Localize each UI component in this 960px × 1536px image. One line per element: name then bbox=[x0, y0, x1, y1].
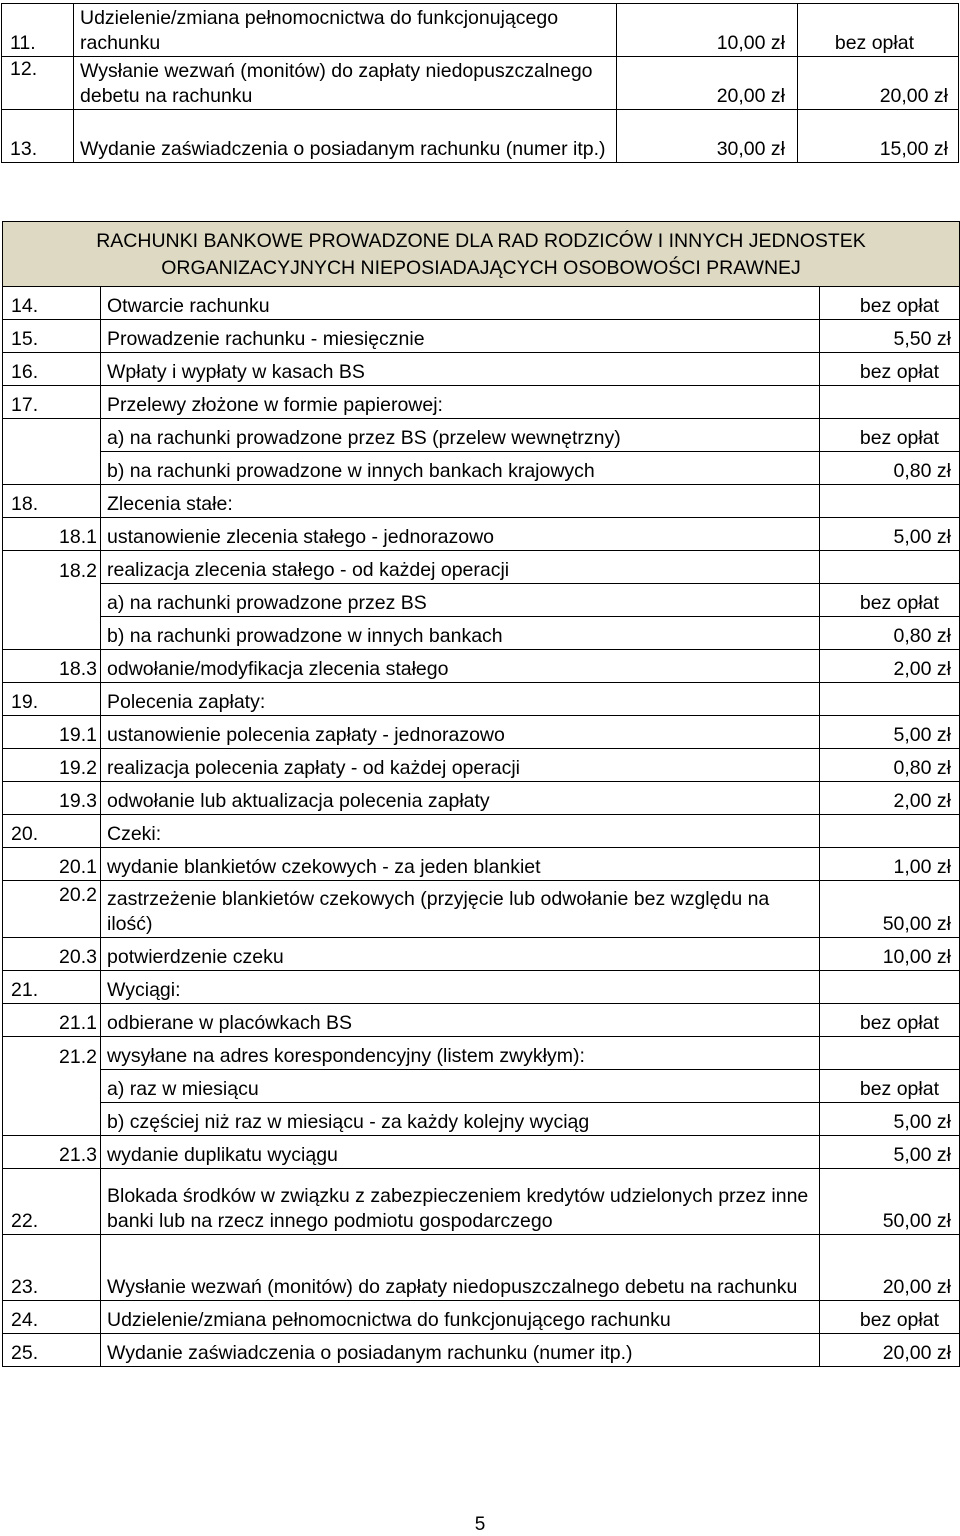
row-description: Wyciągi: bbox=[101, 971, 820, 1004]
fee-amount-empty bbox=[820, 386, 960, 419]
row-description: ustanowienie zlecenia stałego - jednorazowo bbox=[101, 518, 820, 551]
table-row bbox=[3, 881, 960, 938]
row-description: a) na rachunki prowadzone przez BS (przelew wewnętrzny) bbox=[101, 419, 820, 452]
table-row bbox=[3, 1004, 960, 1037]
table-row bbox=[3, 1037, 960, 1070]
row-description: wydanie duplikatu wyciągu bbox=[101, 1136, 820, 1169]
table-row bbox=[3, 1070, 960, 1103]
fee-amount: 0,80 zł bbox=[820, 617, 960, 650]
table-row bbox=[3, 1103, 960, 1136]
row-number: 25. bbox=[3, 1334, 101, 1367]
row-number: 18.2 bbox=[3, 551, 101, 584]
fee-amount: 5,00 zł bbox=[820, 518, 960, 551]
section-header: RACHUNKI BANKOWE PROWADZONE DLA RAD RODZICÓW I INNYCH JEDNOSTEK ORGANIZACYJNYCH NIEPOSIADAJĄCYCH OSOBOWOŚCI PRAWNEJ bbox=[3, 222, 960, 287]
fee-amount: 5,50 zł bbox=[820, 320, 960, 353]
fee-amount: 1,00 zł bbox=[820, 848, 960, 881]
fee-amount: bez opłat bbox=[820, 1004, 960, 1037]
row-number: 20.2 bbox=[3, 881, 101, 938]
table-row bbox=[3, 971, 960, 1004]
fee-amount: bez opłat bbox=[820, 353, 960, 386]
row-number: 13. bbox=[2, 110, 74, 163]
table-row bbox=[3, 1235, 960, 1301]
row-number-empty bbox=[3, 584, 101, 617]
row-description: zastrzeżenie blankietów czekowych (przyjęcie lub odwołanie bez względu na ilość) bbox=[101, 881, 820, 938]
table-row bbox=[3, 1301, 960, 1334]
fee-amount: 2,00 zł bbox=[820, 650, 960, 683]
fee-amount: 0,80 zł bbox=[820, 749, 960, 782]
row-description: ustanowienie polecenia zapłaty - jednorazowo bbox=[101, 716, 820, 749]
table-row bbox=[3, 518, 960, 551]
fee-amount-empty bbox=[820, 551, 960, 584]
row-description: odwołanie/modyfikacja zlecenia stałego bbox=[101, 650, 820, 683]
fee-amount-alt: 20,00 zł bbox=[798, 57, 959, 110]
row-number-empty bbox=[3, 617, 101, 650]
table-row bbox=[3, 320, 960, 353]
fee-amount: 2,00 zł bbox=[820, 782, 960, 815]
row-number: 17. bbox=[3, 386, 101, 419]
table-row bbox=[3, 848, 960, 881]
fee-amount: bez opłat bbox=[820, 1070, 960, 1103]
row-description: Wysłanie wezwań (monitów) do zapłaty niedopuszczalnego debetu na rachunku bbox=[101, 1235, 820, 1301]
fee-table-main bbox=[2, 221, 960, 1367]
row-number: 18. bbox=[3, 485, 101, 518]
row-description: b) częściej niż raz w miesiącu - za każdy kolejny wyciąg bbox=[101, 1103, 820, 1136]
table-row bbox=[3, 650, 960, 683]
row-number-empty bbox=[3, 1103, 101, 1136]
row-number: 14. bbox=[3, 287, 101, 320]
fee-amount: bez opłat bbox=[820, 287, 960, 320]
row-number: 16. bbox=[3, 353, 101, 386]
fee-amount: bez opłat bbox=[820, 584, 960, 617]
row-description: Polecenia zapłaty: bbox=[101, 683, 820, 716]
fee-amount-empty bbox=[820, 683, 960, 716]
row-description: Wysłanie wezwań (monitów) do zapłaty niedopuszczalnego debetu na rachunku bbox=[74, 57, 617, 110]
table-row bbox=[3, 551, 960, 584]
table-row bbox=[3, 353, 960, 386]
fee-amount-empty bbox=[820, 485, 960, 518]
row-number: 20. bbox=[3, 815, 101, 848]
row-description: Wydanie zaświadczenia o posiadanym rachunku (numer itp.) bbox=[74, 110, 617, 163]
row-description: realizacja polecenia zapłaty - od każdej operacji bbox=[101, 749, 820, 782]
row-number: 21. bbox=[3, 971, 101, 1004]
fee-amount: 50,00 zł bbox=[820, 1169, 960, 1235]
table-row bbox=[2, 4, 959, 57]
table-row bbox=[3, 716, 960, 749]
row-number: 21.3 bbox=[3, 1136, 101, 1169]
row-number: 19. bbox=[3, 683, 101, 716]
row-number: 20.3 bbox=[3, 938, 101, 971]
row-description: Wpłaty i wypłaty w kasach BS bbox=[101, 353, 820, 386]
page-number: 5 bbox=[474, 1514, 486, 1535]
row-number: 20.1 bbox=[3, 848, 101, 881]
row-description: odwołanie lub aktualizacja polecenia zapłaty bbox=[101, 782, 820, 815]
row-number: 21.1 bbox=[3, 1004, 101, 1037]
row-number-empty bbox=[3, 1070, 101, 1103]
fee-amount-alt: 15,00 zł bbox=[798, 110, 959, 163]
fee-amount: 20,00 zł bbox=[820, 1235, 960, 1301]
fee-table-top bbox=[1, 3, 959, 163]
fee-amount-empty bbox=[820, 971, 960, 1004]
row-number-empty bbox=[3, 452, 101, 485]
row-description: Blokada środków w związku z zabezpieczeniem kredytów udzielonych przez inne banki lub na rzecz innego podmiotu gospodarczego bbox=[101, 1169, 820, 1235]
row-description: wydanie blankietów czekowych - za jeden blankiet bbox=[101, 848, 820, 881]
row-description: wysyłane na adres korespondencyjny (listem zwykłym): bbox=[101, 1037, 820, 1070]
row-description: Otwarcie rachunku bbox=[101, 287, 820, 320]
fee-amount: 5,00 zł bbox=[820, 1136, 960, 1169]
table-row bbox=[3, 617, 960, 650]
row-description: Udzielenie/zmiana pełnomocnictwa do funkcjonującego rachunku bbox=[101, 1301, 820, 1334]
table-row bbox=[3, 1334, 960, 1367]
row-description: Zlecenia stałe: bbox=[101, 485, 820, 518]
row-number: 15. bbox=[3, 320, 101, 353]
row-description: Czeki: bbox=[101, 815, 820, 848]
row-number: 12. bbox=[2, 57, 74, 110]
table-row bbox=[2, 110, 959, 163]
row-description: b) na rachunki prowadzone w innych bankach krajowych bbox=[101, 452, 820, 485]
fee-amount-empty bbox=[820, 1037, 960, 1070]
row-description: a) na rachunki prowadzone przez BS bbox=[101, 584, 820, 617]
row-description: a) raz w miesiącu bbox=[101, 1070, 820, 1103]
table-row bbox=[3, 584, 960, 617]
table-row bbox=[3, 782, 960, 815]
row-number: 19.3 bbox=[3, 782, 101, 815]
row-number: 19.2 bbox=[3, 749, 101, 782]
fee-amount: 50,00 zł bbox=[820, 881, 960, 938]
row-description: Prowadzenie rachunku - miesięcznie bbox=[101, 320, 820, 353]
fee-amount-empty bbox=[820, 815, 960, 848]
fee-amount: 20,00 zł bbox=[617, 57, 798, 110]
fee-amount: 5,00 zł bbox=[820, 716, 960, 749]
fee-amount: 10,00 zł bbox=[820, 938, 960, 971]
row-number: 22. bbox=[3, 1169, 101, 1235]
fee-amount: 30,00 zł bbox=[617, 110, 798, 163]
row-description: Wydanie zaświadczenia o posiadanym rachunku (numer itp.) bbox=[101, 1334, 820, 1367]
fee-amount: 5,00 zł bbox=[820, 1103, 960, 1136]
row-number-empty bbox=[3, 419, 101, 452]
table-row bbox=[3, 1136, 960, 1169]
row-number: 18.1 bbox=[3, 518, 101, 551]
table-row bbox=[3, 1169, 960, 1235]
row-number: 24. bbox=[3, 1301, 101, 1334]
section-header-row bbox=[3, 222, 960, 287]
fee-amount: bez opłat bbox=[820, 1301, 960, 1334]
table-row bbox=[3, 749, 960, 782]
row-number: 11. bbox=[2, 4, 74, 57]
table-row bbox=[2, 57, 959, 110]
table-row bbox=[3, 386, 960, 419]
fee-amount: bez opłat bbox=[820, 419, 960, 452]
table-row bbox=[3, 815, 960, 848]
table-row bbox=[3, 485, 960, 518]
row-description: b) na rachunki prowadzone w innych bankach bbox=[101, 617, 820, 650]
row-number: 23. bbox=[3, 1235, 101, 1301]
table-row bbox=[3, 419, 960, 452]
fee-amount-alt: bez opłat bbox=[798, 4, 959, 57]
fee-amount: 0,80 zł bbox=[820, 452, 960, 485]
table-row bbox=[3, 938, 960, 971]
fee-amount: 20,00 zł bbox=[820, 1334, 960, 1367]
row-number: 21.2 bbox=[3, 1037, 101, 1070]
row-description: Udzielenie/zmiana pełnomocnictwa do funkcjonującego rachunku bbox=[74, 4, 617, 57]
row-description: odbierane w placówkach BS bbox=[101, 1004, 820, 1037]
table-row bbox=[3, 683, 960, 716]
row-number: 18.3 bbox=[3, 650, 101, 683]
table-row bbox=[3, 287, 960, 320]
row-number: 19.1 bbox=[3, 716, 101, 749]
row-description: Przelewy złożone w formie papierowej: bbox=[101, 386, 820, 419]
fee-amount: 10,00 zł bbox=[617, 4, 798, 57]
row-description: realizacja zlecenia stałego - od każdej operacji bbox=[101, 551, 820, 584]
table-row bbox=[3, 452, 960, 485]
row-description: potwierdzenie czeku bbox=[101, 938, 820, 971]
